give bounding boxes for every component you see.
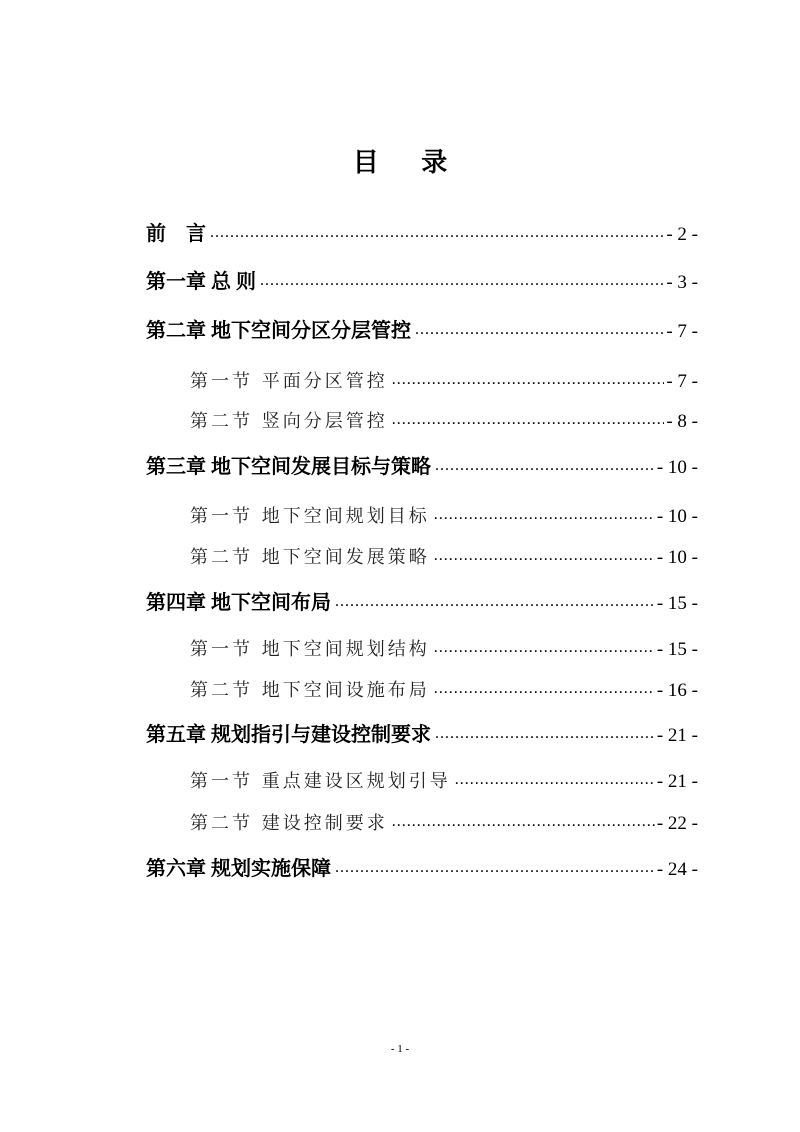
entry-label: 第五章 规划指引与建设控制要求 <box>146 724 431 746</box>
toc-section-entry[interactable] <box>190 672 698 702</box>
dot-leader <box>335 859 655 877</box>
toc-chapter-entry[interactable] <box>146 585 698 615</box>
toc-section-entry[interactable] <box>190 403 698 433</box>
entry-page-number: - 10 - <box>656 457 698 478</box>
entry-label: 第二节 建设控制要求 <box>190 813 388 834</box>
entry-label: 第一节 重点建设区规划引导 <box>190 771 451 792</box>
entry-page-number: - 21 - <box>656 771 698 792</box>
entry-page-number: - 7 - <box>666 371 698 392</box>
dot-leader <box>434 547 655 565</box>
entry-label: 第一节 地下空间规划结构 <box>190 639 430 660</box>
entry-label: 第三章 地下空间发展目标与策略 <box>146 456 431 478</box>
entry-page-number: - 15 - <box>656 593 698 614</box>
dot-leader <box>435 725 655 743</box>
entry-page-number: - 21 - <box>656 725 698 746</box>
toc-section-entry[interactable] <box>190 498 698 528</box>
toc-section-entry[interactable] <box>190 763 698 793</box>
toc-chapter-entry[interactable] <box>146 717 698 747</box>
dot-leader <box>392 411 665 429</box>
entry-label: 第一节 平面分区管控 <box>190 371 388 392</box>
entry-label: 第四章 地下空间布局 <box>146 592 331 614</box>
entry-label: 第二节 地下空间设施布局 <box>190 680 430 701</box>
entry-page-number: - 7 - <box>666 321 698 342</box>
entry-label: 第二章 地下空间分区分层管控 <box>146 320 411 342</box>
entry-label: 前 言 <box>146 223 206 245</box>
toc-section-entry[interactable] <box>190 805 698 835</box>
dot-leader <box>455 771 655 789</box>
entry-page-number: - 22 - <box>656 813 698 834</box>
entry-page-number: - 3 - <box>666 272 698 293</box>
entry-label: 第二节 地下空间发展策略 <box>190 547 430 568</box>
entry-label: 第二节 竖向分层管控 <box>190 411 388 432</box>
dot-leader <box>415 321 664 339</box>
dot-leader <box>435 457 655 475</box>
toc-title: 目 录 <box>352 148 466 177</box>
entry-page-number: - 10 - <box>656 547 698 568</box>
entry-label: 第六章 规划实施保障 <box>146 858 331 880</box>
entry-page-number: - 16 - <box>656 680 698 701</box>
entry-page-number: - 8 - <box>666 411 698 432</box>
dot-leader <box>260 272 664 290</box>
page-number: - 1 - <box>390 1043 410 1055</box>
entry-page-number: - 24 - <box>656 859 698 880</box>
entry-page-number: - 15 - <box>656 639 698 660</box>
dot-leader <box>434 639 655 657</box>
entry-page-number: - 10 - <box>656 506 698 527</box>
toc-chapter-entry[interactable] <box>146 264 698 294</box>
dot-leader <box>392 813 655 831</box>
toc-section-entry[interactable] <box>190 363 698 393</box>
dot-leader <box>210 224 664 242</box>
toc-chapter-entry[interactable] <box>146 313 698 343</box>
entry-page-number: - 2 - <box>666 224 698 245</box>
toc-chapter-entry[interactable] <box>146 216 698 246</box>
entry-label: 第一节 地下空间规划目标 <box>190 506 430 527</box>
dot-leader <box>335 593 655 611</box>
entry-label: 第一章 总 则 <box>146 271 256 293</box>
toc-chapter-entry[interactable] <box>146 449 698 479</box>
dot-leader <box>434 680 655 698</box>
toc-section-entry[interactable] <box>190 539 698 569</box>
dot-leader <box>434 506 655 524</box>
toc-chapter-entry[interactable] <box>146 851 698 881</box>
dot-leader <box>392 371 665 389</box>
toc-section-entry[interactable] <box>190 631 698 661</box>
